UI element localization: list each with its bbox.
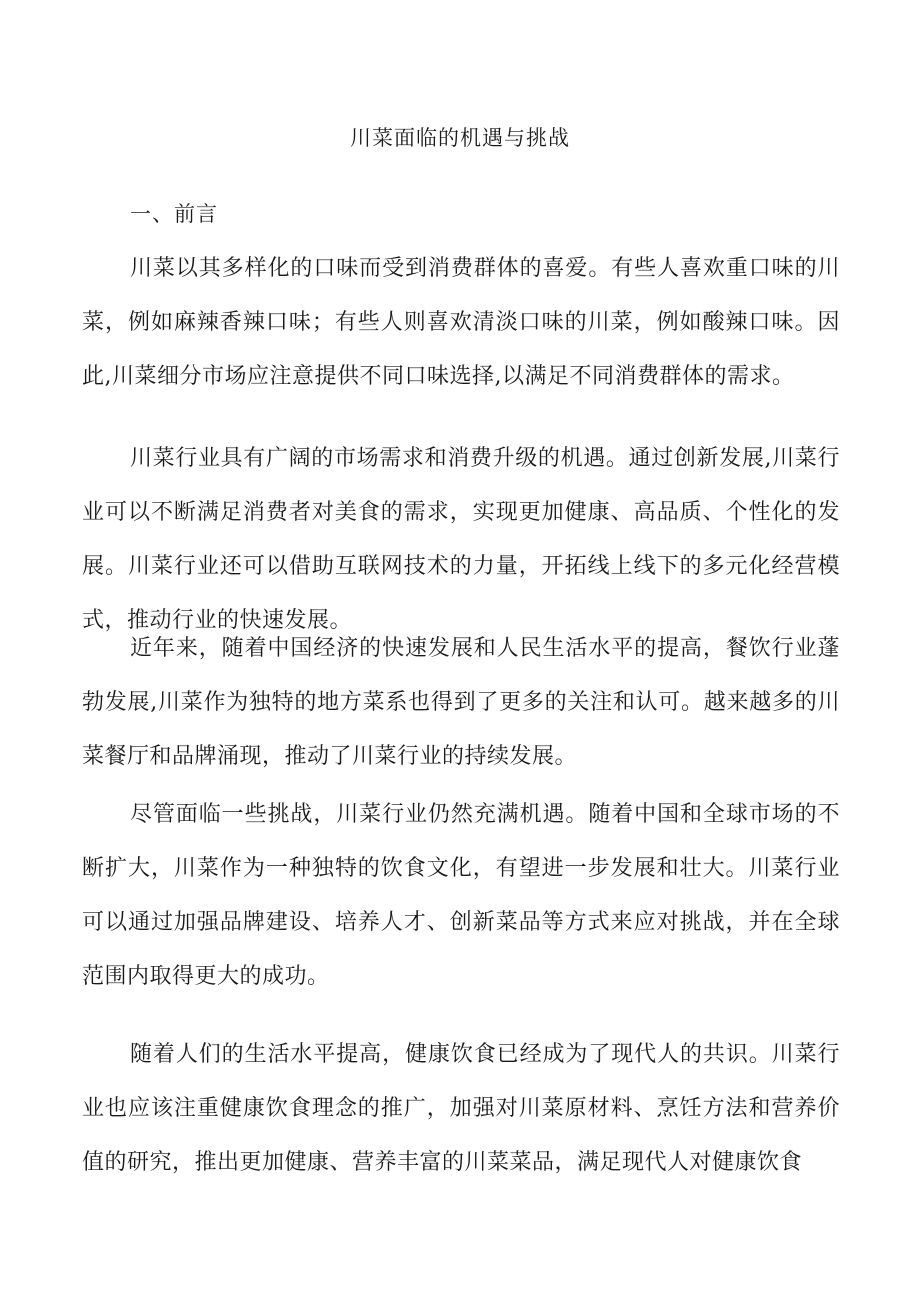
paragraph: 随着人们的生活水平提高，健康饮食已经成为了现代人的共识。川菜行业也应该注重健康饮食理念的推广，加强对川菜原材料、烹饪方法和营养价值的研究，推出更加健康、营养丰富的川菜菜品，满足现代人对健康饮食 xyxy=(82,1042,840,1175)
paragraph: 川菜以其多样化的口味而受到消费群体的喜爱。有些人喜欢重口味的川菜，例如麻辣香辣口味；有些人则喜欢清淡口味的川菜，例如酸辣口味。因此,川菜细分市场应注意提供不同口味选择,以满足不同消费群体的需求。 xyxy=(82,256,840,389)
section-heading: 一、前言 xyxy=(130,202,218,226)
paragraph: 近年来，随着中国经济的快速发展和人民生活水平的提高，餐饮行业蓬勃发展,川菜作为独特的地方菜系也得到了更多的关注和认可。越来越多的川菜餐厅和品牌涌现，推动了川菜行业的持续发展。 xyxy=(82,636,840,769)
paragraph: 川菜行业具有广阔的市场需求和消费升级的机遇。通过创新发展,川菜行业可以不断满足消费者对美食的需求，实现更加健康、高品质、个性化的发展。川菜行业还可以借助互联网技术的力量，开拓线上线下的多元化经营模式，推动行业的快速发展。 xyxy=(82,446,840,633)
document-title: 川菜面临的机遇与挑战 xyxy=(350,126,570,150)
paragraph: 尽管面临一些挑战，川菜行业仍然充满机遇。随着中国和全球市场的不断扩大，川菜作为一种独特的饮食文化，有望进一步发展和壮大。川菜行业可以通过加强品牌建设、培养人才、创新菜品等方式来应对挑战，并在全球范围内取得更大的成功。 xyxy=(82,802,840,989)
